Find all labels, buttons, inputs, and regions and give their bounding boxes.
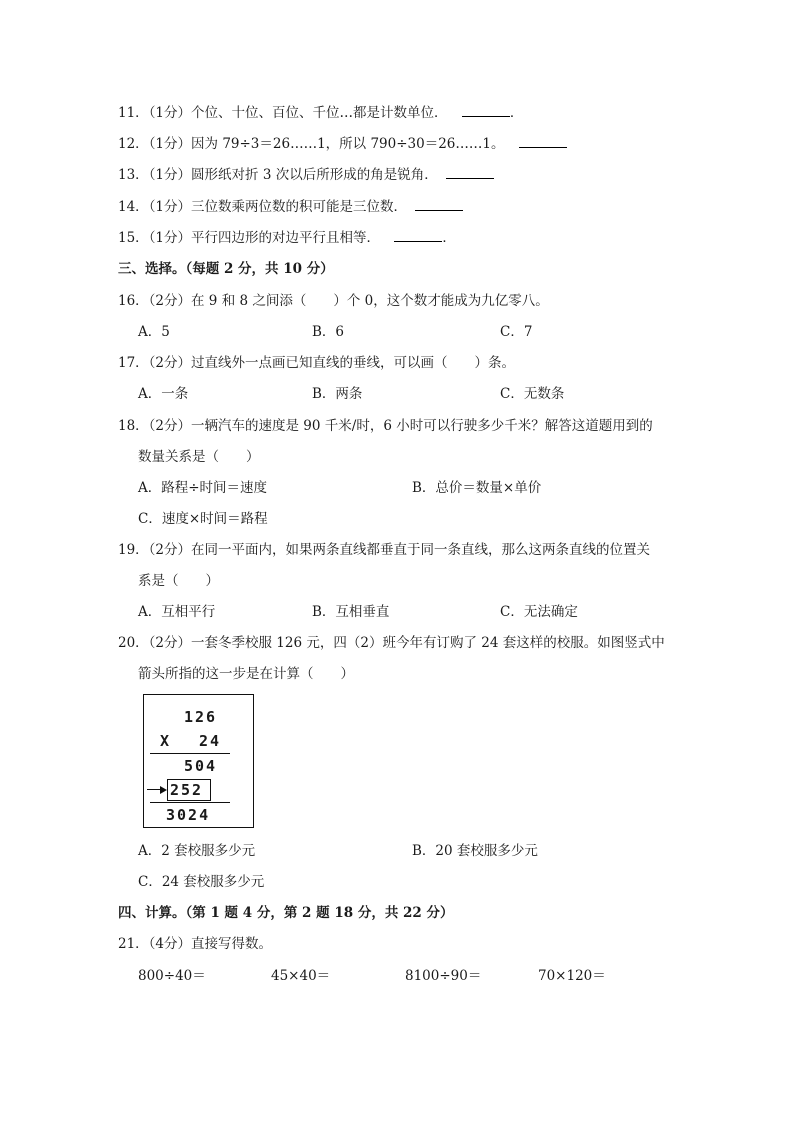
- question-16-stem: 16．（2分）在 9 和 8 之间添（ ）个 0，这个数才能成为九亿零八。: [118, 293, 549, 309]
- question-number: 15．: [118, 230, 149, 246]
- answer-blank[interactable]: [519, 135, 567, 148]
- section-heading-calculation: 四、计算。（第 1 题 4 分，第 2 题 18 分，共 22 分）: [118, 905, 454, 921]
- calc-item[interactable]: 800÷40＝: [138, 968, 206, 984]
- question-suffix: ．: [509, 105, 524, 121]
- option-a[interactable]: A．路程÷时间＝速度: [138, 480, 268, 496]
- question-20-stem-cont: 箭头所指的这一步是在计算（ ）: [138, 666, 354, 682]
- answer-blank[interactable]: [446, 166, 494, 179]
- section-heading-choice: 三、选择。（每题 2 分，共 10 分）: [118, 261, 334, 277]
- option-a[interactable]: A．5: [138, 324, 170, 340]
- vertical-multiplication-figure: [143, 694, 254, 828]
- option-b[interactable]: B．6: [312, 324, 345, 340]
- partial-product-2: 252: [170, 781, 204, 799]
- calc-item[interactable]: 70×120＝: [538, 968, 606, 984]
- question-score: （1分）: [148, 230, 192, 246]
- option-c[interactable]: C．24 套校服多少元: [138, 874, 265, 890]
- question-21-stem: 21．（4分）直接写得数。: [118, 936, 273, 952]
- final-product: 3024: [166, 806, 211, 824]
- question-15: [118, 229, 456, 247]
- option-c[interactable]: C．速度×时间＝路程: [138, 511, 268, 527]
- option-c[interactable]: C．无法确定: [500, 604, 578, 620]
- option-b[interactable]: B．总价＝数量×单价: [412, 480, 542, 496]
- question-score: （1分）: [148, 105, 192, 121]
- question-19-stem-cont: 系是（ ）: [138, 573, 219, 589]
- arrow-icon: [160, 786, 167, 794]
- answer-blank[interactable]: [462, 104, 510, 117]
- option-c[interactable]: C．7: [500, 324, 533, 340]
- option-a[interactable]: A．一条: [138, 386, 189, 402]
- answer-blank[interactable]: [415, 198, 463, 211]
- option-b[interactable]: B．互相垂直: [312, 604, 390, 620]
- question-17-stem: 17．（2分）过直线外一点画已知直线的垂线，可以画（ ）条。: [118, 355, 516, 371]
- option-a[interactable]: A．2 套校服多少元: [138, 843, 256, 859]
- option-b[interactable]: B．两条: [312, 386, 363, 402]
- question-text: 平行四边形的对边平行且相等．: [191, 230, 381, 246]
- question-19-stem: 19．（2分）在同一平面内，如果两条直线都垂直于同一条直线，那么这两条直线的位置关: [118, 542, 651, 558]
- answer-blank[interactable]: [394, 229, 442, 242]
- question-score: （1分）: [148, 199, 192, 215]
- multiplier: 24: [199, 732, 222, 750]
- question-score: （1分）: [148, 136, 192, 152]
- calc-item[interactable]: 8100÷90＝: [405, 968, 482, 984]
- question-18-stem: 18．（2分）一辆汽车的速度是 90 千米/时，6 小时可以行驶多少千米？解答这道题用到的: [118, 418, 653, 434]
- question-number: 12．: [118, 136, 149, 152]
- question-text: 因为 79÷3＝26……1，所以 790÷30＝26……1。: [191, 136, 505, 152]
- question-number: 13．: [118, 167, 149, 183]
- question-20-stem: 20．（2分）一套冬季校服 126 元，四（2）班今年有订购了 24 套这样的校服。如图竖式中: [118, 635, 665, 651]
- question-suffix: ．: [442, 230, 456, 246]
- multiplicand: 126: [184, 708, 218, 726]
- question-text: 圆形纸对折 3 次以后所形成的角是锐角．: [191, 167, 438, 183]
- question-18-stem-cont: 数量关系是（ ）: [138, 449, 260, 465]
- question-14: [118, 198, 463, 216]
- question-text: 个位、十位、百位、千位…都是计数单位．: [191, 105, 448, 121]
- partial-product-1: 504: [184, 757, 218, 775]
- question-score: （1分）: [148, 167, 192, 183]
- option-b[interactable]: B．20 套校服多少元: [412, 843, 538, 859]
- arrow-shaft: [147, 789, 161, 790]
- rule-line: [150, 753, 230, 754]
- option-c[interactable]: C．无数条: [500, 386, 565, 402]
- option-a[interactable]: A．互相平行: [138, 604, 216, 620]
- rule-line: [150, 802, 230, 803]
- question-number: 14．: [118, 199, 149, 215]
- question-13: [118, 166, 494, 184]
- question-11: [118, 104, 523, 122]
- question-text: 三位数乘两位数的积可能是三位数．: [191, 199, 408, 215]
- multiply-sign: X: [160, 732, 172, 750]
- calc-item[interactable]: 45×40＝: [271, 968, 331, 984]
- question-number: 11．: [118, 105, 149, 121]
- question-12: [118, 135, 567, 153]
